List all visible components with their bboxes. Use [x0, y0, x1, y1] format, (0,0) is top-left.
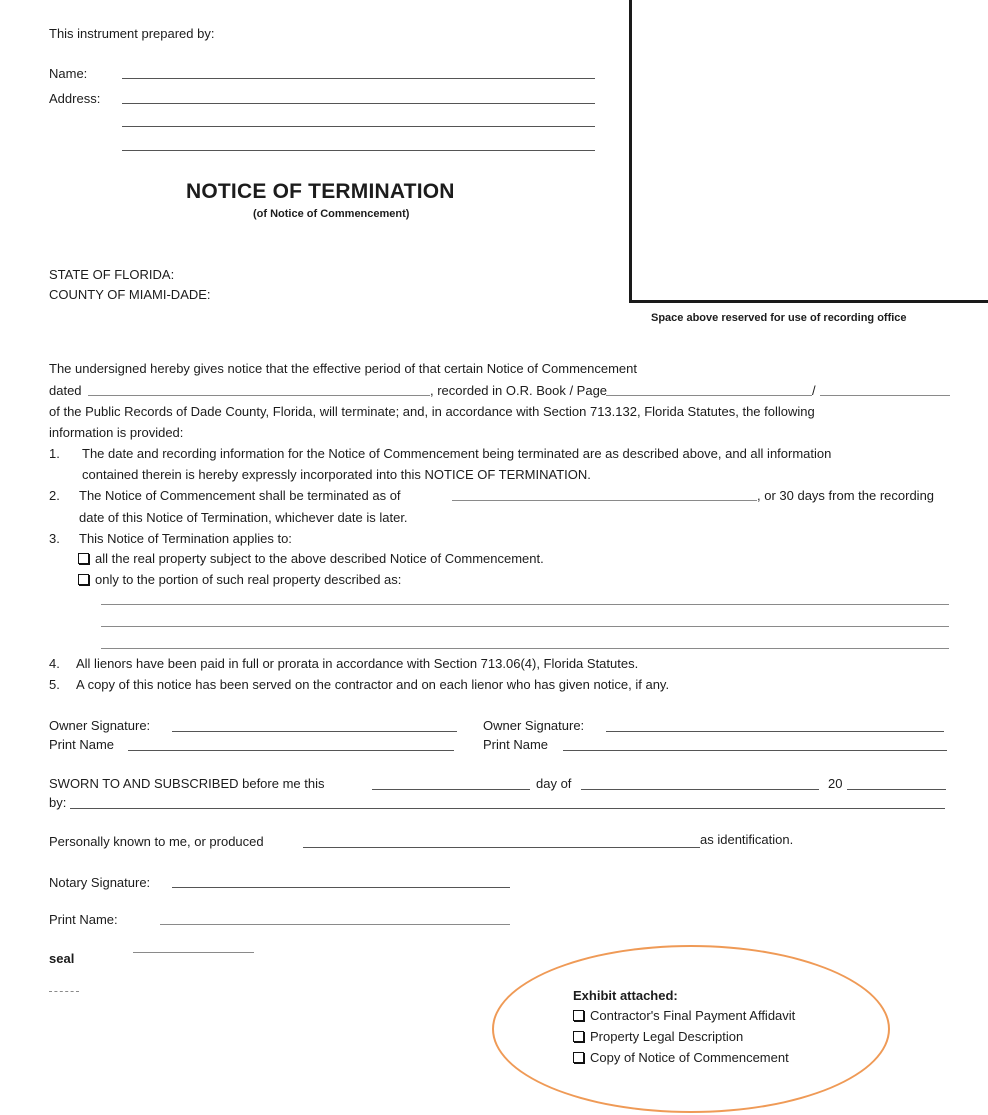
year-prefix: 20 [828, 776, 843, 791]
termination-date-field[interactable] [452, 500, 757, 501]
or-book-field[interactable] [606, 395, 812, 396]
property-description-line-1[interactable] [101, 604, 949, 605]
item-3-option-all[interactable] [78, 551, 544, 566]
notary-signature-field[interactable] [172, 887, 510, 888]
sworn-text: SWORN TO AND SUBSCRIBED before me this [49, 776, 325, 791]
identification-text: Personally known to me, or produced [49, 834, 264, 849]
sworn-by-field[interactable] [70, 808, 945, 809]
book-page-slash: / [812, 383, 816, 398]
item-3-option-all-label: all the real property subject to the above described Notice of Commencement. [95, 551, 544, 566]
recording-box-caption: Space above reserved for use of recording office [651, 312, 907, 324]
prepared-by-label: This instrument prepared by: [49, 26, 215, 41]
exhibit-item-label: Contractor's Final Payment Affidavit [590, 1008, 796, 1023]
name-field[interactable] [122, 78, 595, 79]
name-label: Name: [49, 66, 88, 81]
print-name-label-1: Print Name [49, 737, 115, 752]
owner-signature-label-1: Owner Signature: [49, 718, 151, 733]
item-3-text: This Notice of Termination applies to: [79, 531, 292, 546]
recording-office-box [629, 0, 988, 303]
owner-signature-field-2[interactable] [606, 731, 944, 732]
item-4-text: All lienors have been paid in full or prorata in accordance with Section 713.06(4), Florida Statutes. [76, 656, 639, 671]
item-2-text-a: The Notice of Commencement shall be terminated as of [79, 488, 401, 503]
item-1-text-a: The date and recording information for the Notice of Commencement being terminated are as described above, and all information [82, 446, 832, 461]
intro-line-1: The undersigned hereby gives notice that the effective period of that certain Notice of Commencement [49, 361, 637, 376]
item-5-text: A copy of this notice has been served on the contractor and on each lienor who has given notice, if any. [76, 677, 670, 692]
item-2-text-b: date of this Notice of Termination, whichever date is later. [79, 510, 408, 525]
property-description-line-2[interactable] [101, 626, 949, 627]
exhibit-item-label: Property Legal Description [590, 1029, 744, 1044]
address-field-line-1[interactable] [122, 103, 595, 104]
document-subtitle: (of Notice of Commencement) [253, 208, 410, 220]
sworn-year-field[interactable] [847, 789, 946, 790]
property-description-line-3[interactable] [101, 648, 949, 649]
address-field-line-2[interactable] [122, 126, 595, 127]
day-of-label: day of [536, 776, 572, 791]
state-label: STATE OF FLORIDA: [49, 267, 175, 282]
item-5-number: 5. [49, 677, 60, 692]
intro-line-4: information is provided: [49, 425, 184, 440]
sworn-month-field[interactable] [581, 789, 819, 790]
item-4-number: 4. [49, 656, 60, 671]
address-field-line-3[interactable] [122, 150, 595, 151]
identification-tail: as identification. [700, 832, 794, 847]
item-2-number: 2. [49, 488, 60, 503]
seal-label: seal [49, 951, 75, 966]
item-1-text-b: contained therein is hereby expressly incorporated into this NOTICE OF TERMINATION. [82, 467, 591, 482]
intro-line-3: of the Public Records of Dade County, Florida, will terminate; and, in accordance with Section 713.132, Florida Statutes, the following [49, 404, 815, 419]
exhibit-item[interactable] [573, 1008, 795, 1023]
exhibit-item[interactable] [573, 1050, 789, 1065]
checkbox-icon[interactable] [573, 1031, 584, 1042]
owner-signature-field-1[interactable] [172, 731, 457, 732]
sworn-day-field[interactable] [372, 789, 530, 790]
seal-line [133, 952, 254, 953]
dated-label: dated [49, 383, 82, 398]
address-label: Address: [49, 91, 101, 106]
print-name-field-1[interactable] [128, 750, 454, 751]
item-3-option-portion-label: only to the portion of such real property described as: [95, 572, 402, 587]
exhibit-item-label: Copy of Notice of Commencement [590, 1050, 789, 1065]
item-3-number: 3. [49, 531, 60, 546]
checkbox-icon[interactable] [573, 1010, 584, 1021]
county-label: COUNTY OF MIAMI-DADE: [49, 287, 211, 302]
recorded-label: , recorded in O.R. Book / Page [430, 383, 608, 398]
seal-dash-mark [49, 991, 79, 992]
page-field[interactable] [820, 395, 950, 396]
dated-field[interactable] [88, 395, 430, 396]
item-1-number: 1. [49, 446, 60, 461]
print-name-label-2: Print Name [483, 737, 549, 752]
checkbox-icon[interactable] [573, 1052, 584, 1063]
identification-field[interactable] [303, 847, 700, 848]
item-2-text-tail: , or 30 days from the recording [757, 488, 935, 503]
exhibit-heading: Exhibit attached: [573, 988, 678, 1003]
checkbox-icon[interactable] [78, 553, 89, 564]
checkbox-icon[interactable] [78, 574, 89, 585]
exhibit-item[interactable] [573, 1029, 743, 1044]
owner-signature-label-2: Owner Signature: [483, 718, 585, 733]
document-title: NOTICE OF TERMINATION [186, 180, 455, 203]
notary-print-name-field[interactable] [160, 924, 510, 925]
by-label: by: [49, 795, 67, 810]
notary-print-name-label: Print Name: [49, 912, 118, 927]
print-name-field-2[interactable] [563, 750, 947, 751]
notary-signature-label: Notary Signature: [49, 875, 151, 890]
item-3-option-portion[interactable] [78, 572, 401, 587]
